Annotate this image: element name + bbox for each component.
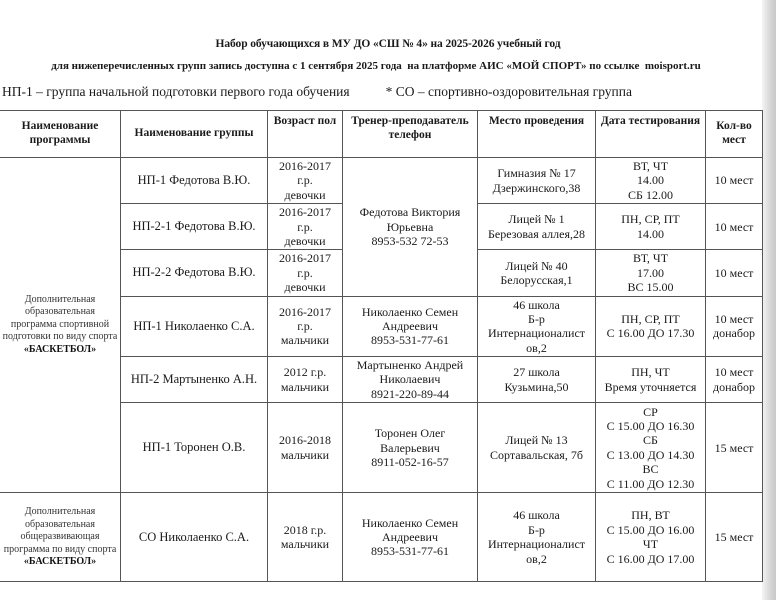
cell-line: Время уточняется xyxy=(604,379,697,394)
date-cell xyxy=(596,357,706,403)
group-cell: НП-1 Торонен О.В. xyxy=(121,403,268,493)
header-group: Наименование группы xyxy=(121,111,268,158)
cell-line: ов,2 xyxy=(526,551,547,566)
cell-line: девочки xyxy=(284,280,326,295)
cell-line: Б-р xyxy=(528,311,545,326)
cell-line: мальчики xyxy=(280,537,330,552)
cell-line: С 15.00 ДО 16.30 xyxy=(606,418,695,433)
cell-line: Дзержинского,38 xyxy=(492,180,581,195)
cell-line: С 15.00 ДО 16.00 xyxy=(606,522,695,537)
cell-line: ВТ, ЧТ xyxy=(632,251,669,266)
cell-line: СБ xyxy=(643,433,658,448)
cell-line: 17.00 xyxy=(637,265,664,280)
age-cell xyxy=(268,403,343,493)
program-sport: «БАСКЕТБОЛ» xyxy=(23,556,97,567)
cell-line: донабор xyxy=(713,326,755,341)
cell-line: мальчики xyxy=(280,379,330,394)
cell-line: ПН, ВТ xyxy=(631,508,670,523)
age-cell xyxy=(268,357,343,403)
date-cell xyxy=(596,493,706,582)
age-cell xyxy=(268,158,343,204)
cell-line: Березовая аллея,28 xyxy=(488,226,585,241)
cell-line: Б-р xyxy=(528,522,545,537)
cell-line: мальчики xyxy=(280,333,330,348)
cell-line: 2016-2017 xyxy=(279,159,331,173)
table-row xyxy=(0,493,763,582)
cell-line: 15 мест xyxy=(714,530,754,545)
group-cell: НП-2 Мартыненко А.Н. xyxy=(121,357,268,403)
cell-line: г.р. xyxy=(297,265,313,280)
cell-line: 10 мест xyxy=(714,365,754,380)
group-cell: СО Николаенко С.А. xyxy=(121,493,268,582)
cell-line: С 13.00 ДО 14.30 xyxy=(606,447,695,462)
seats-cell xyxy=(706,357,763,403)
age-cell xyxy=(268,250,343,296)
cell-line: С 16.00 ДО 17.30 xyxy=(606,326,695,341)
cell-line: Кузьмина,50 xyxy=(504,379,569,394)
document-subtitle: для нижеперечисленных групп запись доступна с 1 сентября 2025 года на платформе АИС «МОЙ СПОРТ» по ссылке moisport.ru xyxy=(51,60,701,72)
cell-line: 15 мест xyxy=(714,440,754,455)
cell-line: 10 мест xyxy=(714,219,754,234)
place-cell xyxy=(478,158,596,204)
seats-cell xyxy=(706,250,763,296)
cell-line: ВС 15.00 xyxy=(627,280,674,295)
seats-cell xyxy=(706,296,763,357)
cell-line: г.р. xyxy=(297,319,313,334)
cell-line: 10 мест xyxy=(714,265,754,280)
age-cell xyxy=(268,296,343,357)
cell-line: ВС xyxy=(642,462,659,477)
cell-line: ПН, СР, ПТ xyxy=(621,212,680,227)
scan-edge-shadow xyxy=(762,0,776,600)
program-cell: Дополнительная образовательная общеразвивающая программа по виду спорта «БАСКЕТБОЛ» xyxy=(0,493,121,582)
cell-line: Гимназия № 17 xyxy=(497,166,576,181)
cell-line: 46 школа xyxy=(513,508,560,523)
seats-cell xyxy=(706,158,763,204)
group-cell: НП-1 Федотова В.Ю. xyxy=(121,158,268,204)
seats-cell xyxy=(706,403,763,493)
abbreviation-legend xyxy=(2,84,632,100)
cell-line: мальчики xyxy=(280,447,330,462)
cell-line: 2016-2017 xyxy=(279,205,331,220)
date-cell xyxy=(596,204,706,250)
legend-so: * СО – спортивно-оздоровительная группа xyxy=(385,84,632,99)
legend-np: НП-1 – группа начальной подготовки первого года обучения xyxy=(2,84,350,99)
cell-line: 14.00 xyxy=(637,173,664,188)
cell-line: 2018 г.р. xyxy=(283,522,327,537)
cell-line: 10 мест xyxy=(714,311,754,326)
date-cell xyxy=(596,296,706,357)
place-cell xyxy=(478,296,596,357)
trainer-cell: Мартыненко Андрей Николаевич 8921-220-89-44 xyxy=(343,357,478,403)
cell-line: 46 школа xyxy=(513,297,560,312)
table-row xyxy=(0,158,763,204)
trainer-cell: Николаенко Семен Андреевич 8953-531-77-61 xyxy=(343,493,478,582)
place-cell xyxy=(478,493,596,582)
group-cell: НП-2-2 Федотова В.Ю. xyxy=(121,250,268,296)
cell-line: Интернационалист xyxy=(487,537,586,552)
cell-line: С 11.00 ДО 12.30 xyxy=(606,476,695,491)
group-cell: НП-1 Николаенко С.А. xyxy=(121,296,268,357)
enrollment-table xyxy=(0,110,763,582)
cell-line: донабор xyxy=(713,379,755,394)
program-sport: «БАСКЕТБОЛ» xyxy=(23,343,97,355)
date-cell xyxy=(596,403,706,493)
cell-line: СР xyxy=(643,404,658,419)
age-cell xyxy=(268,204,343,250)
group-cell: НП-2-1 Федотова В.Ю. xyxy=(121,204,268,250)
program-cell: Дополнительная образовательная программа спортивной подготовки по виду спорта «БАСКЕТБОЛ» xyxy=(0,158,121,493)
header-trainer: Тренер-преподаватель телефон xyxy=(343,111,478,158)
header-date: Дата тестирования xyxy=(596,111,706,158)
cell-line: ов,2 xyxy=(526,340,547,355)
cell-line: 10 мест xyxy=(714,173,754,188)
document-title: Набор обучающихся в МУ ДО «СШ № 4» на 2025-2026 учебный год xyxy=(215,38,561,50)
place-cell xyxy=(478,403,596,493)
cell-line: девочки xyxy=(284,187,326,202)
cell-line: Лицей № 40 xyxy=(505,258,568,273)
cell-line: ЧТ xyxy=(642,537,659,552)
date-cell xyxy=(596,250,706,296)
place-cell xyxy=(478,204,596,250)
header-program: Наименование программы xyxy=(0,111,121,158)
header-place: Место проведения xyxy=(478,111,596,158)
cell-line: СБ 12.00 xyxy=(628,187,673,202)
cell-line: Лицей № 1 xyxy=(508,212,565,227)
seats-cell xyxy=(706,493,763,582)
cell-line: Белорусская,1 xyxy=(500,272,573,287)
cell-line: Лицей № 13 xyxy=(505,433,568,448)
header-age: Возраст пол xyxy=(268,111,343,158)
trainer-cell: Торонен Олег Валерьевич 8911-052-16-57 xyxy=(343,403,478,493)
cell-line: С 16.00 ДО 17.00 xyxy=(606,551,695,566)
cell-line: 2012 г.р. xyxy=(283,365,327,380)
cell-line: ПН, ЧТ xyxy=(631,365,670,380)
age-cell xyxy=(268,493,343,582)
place-cell xyxy=(478,357,596,403)
cell-line: девочки xyxy=(284,233,326,248)
header-seats: Кол-во мест xyxy=(706,111,763,158)
cell-line: Интернационалист xyxy=(487,326,586,341)
date-cell xyxy=(596,158,706,204)
trainer-cell: Федотова Виктория Юрьевна 8953-532 72-53 xyxy=(343,158,478,297)
seats-cell xyxy=(706,204,763,250)
table-header-row xyxy=(0,111,763,158)
cell-line: г.р. xyxy=(297,173,313,188)
cell-line: 14.00 xyxy=(637,226,664,241)
place-cell xyxy=(478,250,596,296)
cell-line: ВТ, ЧТ xyxy=(632,159,669,173)
cell-line: 27 школа xyxy=(513,365,560,380)
cell-line: ПН, СР, ПТ xyxy=(621,311,680,326)
cell-line: Сортавальская, 7б xyxy=(490,447,583,462)
trainer-cell: Николаенко Семен Андреевич 8953-531-77-61 xyxy=(343,296,478,357)
cell-line: г.р. xyxy=(297,219,313,234)
cell-line: 2016-2018 xyxy=(279,433,331,448)
cell-line: 2016-2017 xyxy=(279,251,331,266)
cell-line: 2016-2017 xyxy=(279,304,331,319)
